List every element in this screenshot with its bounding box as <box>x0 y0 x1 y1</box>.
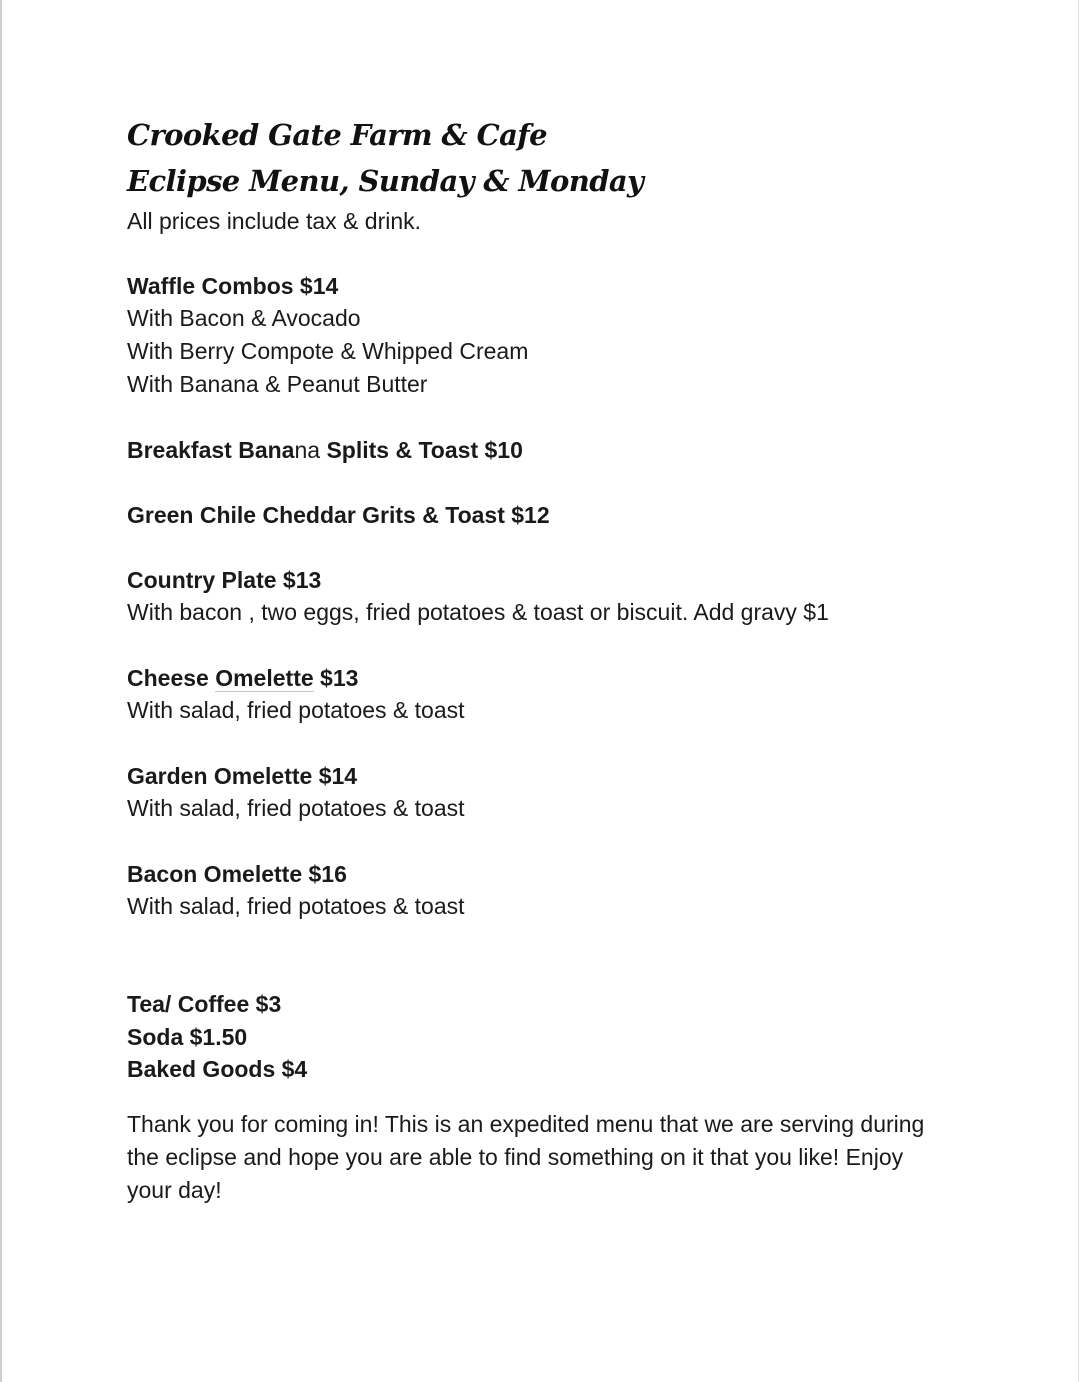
item-title <box>127 434 947 466</box>
item-title-part: $13 <box>313 665 359 691</box>
item-title: Bacon Omelette $16 <box>127 861 347 887</box>
thank-you-note: Thank you for coming in! This is an expedited menu that we are serving during the eclipse and hope you are able to find something on it that you like! Enjoy your day! <box>127 1110 925 1203</box>
item-description: With salad, fried potatoes & toast <box>127 795 465 821</box>
menu-item-banana-split <box>127 434 947 466</box>
item-option: With Bacon & Avocado <box>127 305 361 331</box>
menu-item-cheese-omelette <box>127 662 947 727</box>
item-description: With salad, fried potatoes & toast <box>127 893 465 919</box>
cafe-title: Crooked Gate Farm & Cafe <box>127 118 547 152</box>
item-title-part: Splits & Toast $10 <box>320 437 523 463</box>
item-title: Waffle Combos $14 <box>127 273 339 299</box>
item-option: With Berry Compote & Whipped Cream <box>127 338 529 364</box>
drink-item: Soda $1.50 <box>127 1023 248 1050</box>
item-description: With bacon , two eggs, fried potatoes & toast or biscuit. Add gravy $1 <box>127 599 829 625</box>
page-left-edge <box>0 0 2 1382</box>
item-title <box>127 662 947 694</box>
item-title-part: Cheese <box>127 665 216 691</box>
menu-document <box>127 112 947 1207</box>
menu-item-garden-omelette <box>127 760 947 825</box>
item-title-part: na <box>294 437 321 463</box>
menu-item-country-plate <box>127 564 947 629</box>
item-title: Green Chile Cheddar Grits & Toast $12 <box>127 502 550 528</box>
drinks-list <box>127 988 947 1086</box>
drink-item: Tea/ Coffee $3 <box>127 991 282 1017</box>
drink-item: Baked Goods $4 <box>127 1056 308 1082</box>
item-title-part: Breakfast Bana <box>127 437 295 463</box>
item-title-part: Omelette <box>215 665 314 691</box>
item-title: Country Plate $13 <box>127 567 322 593</box>
item-description: With salad, fried potatoes & toast <box>127 697 465 723</box>
intro-text: All prices include tax & drink. <box>127 208 422 234</box>
menu-subtitle: Eclipse Menu, Sunday & Monday <box>127 164 644 198</box>
item-title: Garden Omelette $14 <box>127 763 358 789</box>
item-option: With Banana & Peanut Butter <box>127 371 428 397</box>
menu-item-grits <box>127 499 947 531</box>
menu-item-bacon-omelette <box>127 858 947 923</box>
menu-item-waffle <box>127 270 947 401</box>
